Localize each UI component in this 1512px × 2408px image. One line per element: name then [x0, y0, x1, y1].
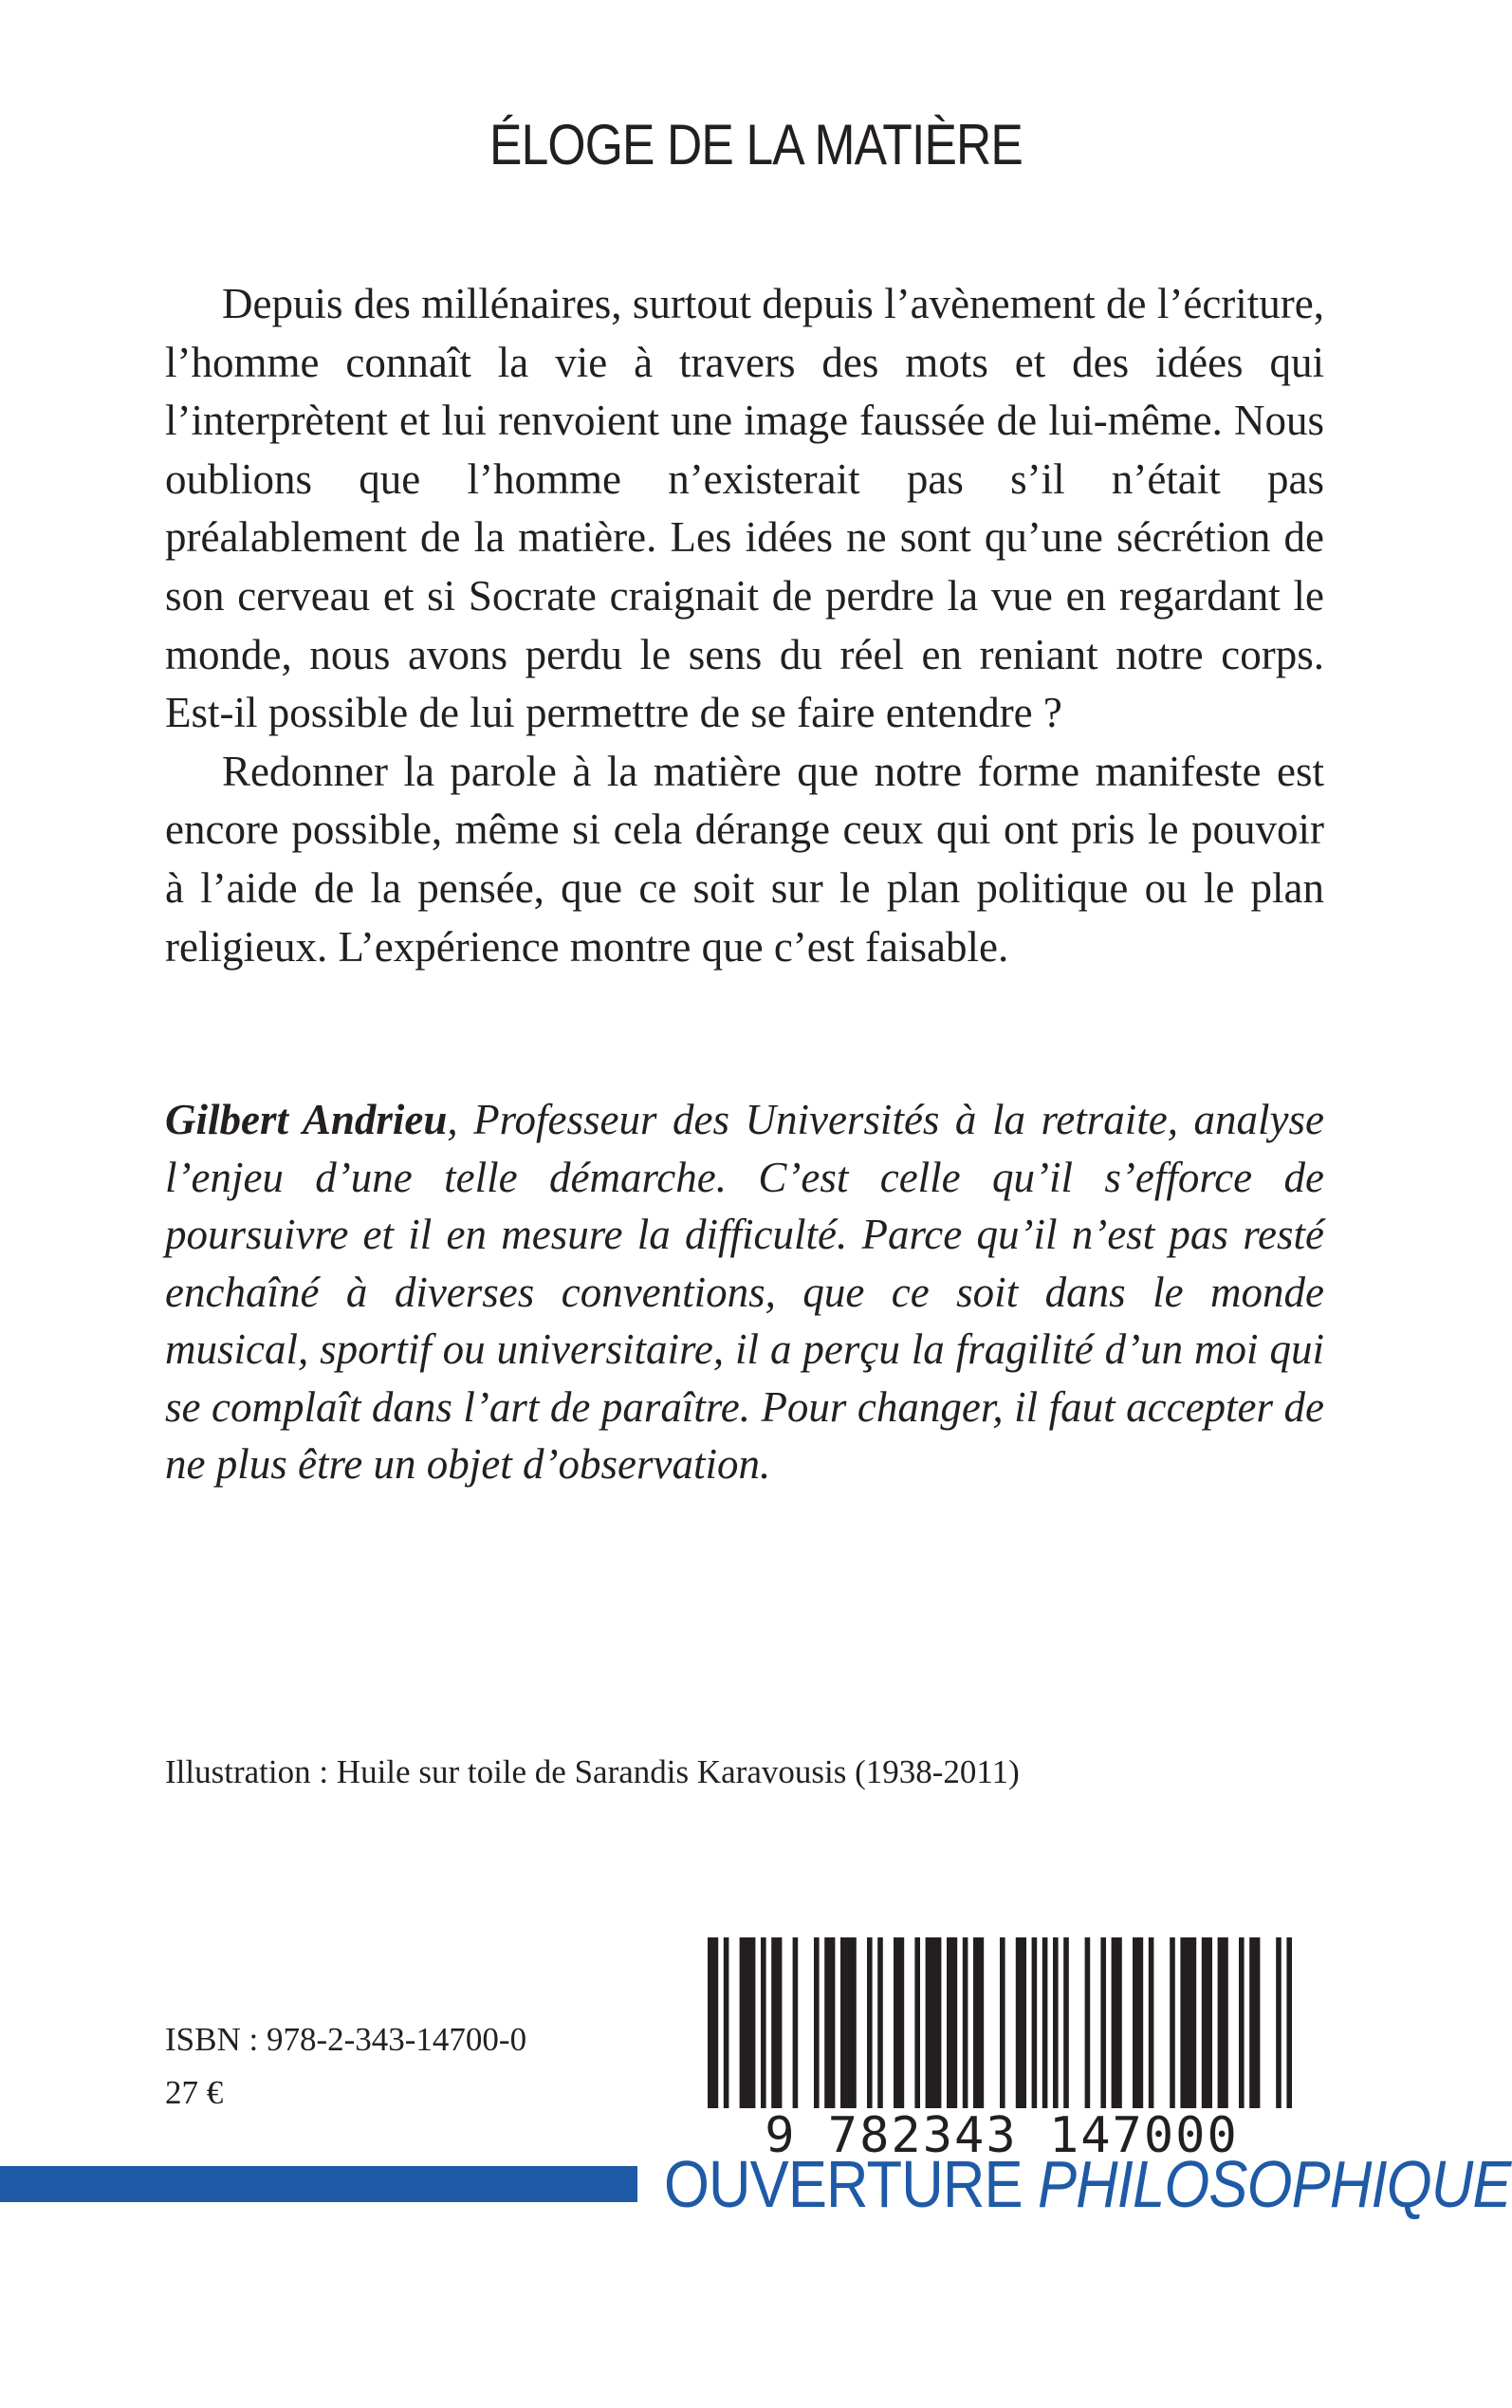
barcode-bar	[1000, 1937, 1005, 2108]
book-title: ÉLOGE DE LA MATIÈRE	[489, 113, 1023, 176]
barcode	[689, 1937, 1315, 2167]
barcode-bar	[1149, 1937, 1154, 2108]
barcode-bar	[926, 1937, 942, 2108]
barcode-bar	[1032, 1937, 1038, 2108]
barcode-bar	[1239, 1937, 1245, 2108]
barcode-bar	[1053, 1937, 1059, 2108]
barcode-bar	[1276, 1937, 1282, 2108]
barcode-bar	[1133, 1937, 1143, 2108]
barcode-bars-icon	[689, 1937, 1315, 2108]
barcode-bar	[894, 1937, 904, 2108]
barcode-bar	[1112, 1937, 1122, 2108]
barcode-bar	[740, 1937, 756, 2108]
barcode-bar	[1063, 1937, 1069, 2108]
barcode-bar	[1180, 1937, 1196, 2108]
barcode-bar	[1085, 1937, 1091, 2108]
barcode-bar	[724, 1937, 729, 2108]
barcode-bar	[877, 1937, 883, 2108]
barcode-bar	[947, 1937, 957, 2108]
barcode-bar	[1042, 1937, 1048, 2108]
barcode-bar	[963, 1937, 968, 2108]
barcode-bar	[1249, 1937, 1260, 2108]
collection-name	[664, 2146, 1511, 2222]
barcode-bar	[771, 1937, 782, 2108]
barcode-bar	[867, 1937, 873, 2108]
barcode-bar	[914, 1937, 920, 2108]
illustration-credit: Illustration : Huile sur toile de Sarandis Karavousis (1938-2011)	[165, 1753, 1020, 1790]
barcode-bar	[1286, 1937, 1292, 2108]
barcode-bar	[1218, 1937, 1228, 2108]
barcode-digits: 9 782343 147000	[765, 2107, 1239, 2164]
author-bio-text: , Professeur des Universités à la retraite, analyse l’enjeu d’une telle démarche. C’est celle qu’il s’efforce de poursuivre et il en mesure la difficulté. Parce qu’il n’est pas resté enchaîné à diverses conventions, que ce soit dans le monde musical, sportif ou universitaire, il a perçu la fragilité d’un moi qui se complaît dans l’art de paraître. Pour changer, il faut accepter de ne plus être un objet d’observation.	[165, 1096, 1324, 1488]
collection-name-part: PHILOSOPHIQUE	[1037, 2147, 1511, 2221]
collection-name-part: OUVERTURE	[664, 2147, 1038, 2221]
summary-paragraph: Depuis des millénaires, surtout depuis l’avènement de l’écriture, l’homme connaît la vie à travers des mots et des idées qui l’interprètent et lui renvoient une image faussée de lui-même. Nous oublions que l’homme n’existerait pas s’il n’était pas préalablement de la matière. Les idées ne sont qu’une sécrétion de son cerveau et si Socrate craignait de perdre la vue en regardant le monde, nous avons perdu le sens du réel en reniant notre corps. Est-il possible de lui permettre de se faire entendre ?	[165, 280, 1324, 737]
barcode-bar	[1170, 1937, 1175, 2108]
collection-band	[0, 2166, 637, 2202]
barcode-bar	[1100, 1937, 1106, 2108]
price: 27 €	[165, 2074, 224, 2111]
barcode-bar	[708, 1937, 718, 2108]
barcode-bar	[1016, 1937, 1026, 2108]
author-bio	[165, 1091, 1324, 1493]
isbn: ISBN : 978-2-343-14700-0	[165, 2021, 527, 2058]
barcode-bar	[761, 1937, 766, 2108]
author-name: Gilbert Andrieu	[165, 1096, 448, 1143]
summary-paragraph: Redonner la parole à la matière que notre forme manifeste est encore possible, même si cela dérange ceux qui ont pris le pouvoir à l’aide de la pensée, que ce soit sur le plan politique ou le plan religieux. L’expérience montre que c’est faisable.	[165, 747, 1324, 971]
barcode-bar	[824, 1937, 835, 2108]
barcode-bar	[973, 1937, 984, 2108]
barcode-bar	[840, 1937, 857, 2108]
barcode-bar	[1202, 1937, 1212, 2108]
barcode-bar	[793, 1937, 799, 2108]
barcode-bar	[814, 1937, 820, 2108]
summary-text	[165, 275, 1324, 976]
